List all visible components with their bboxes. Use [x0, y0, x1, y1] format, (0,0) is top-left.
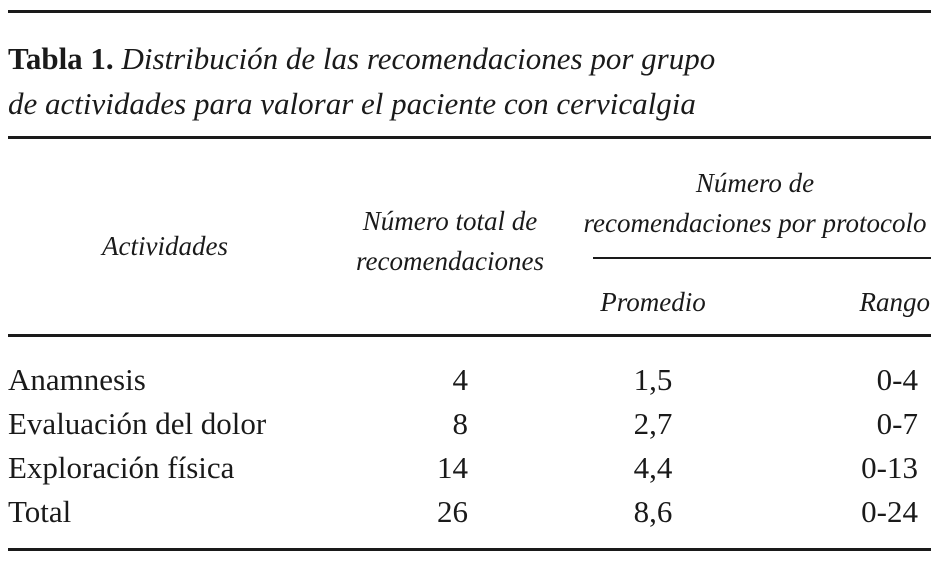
cell-activity: Total [8, 494, 72, 529]
cell-activity: Anamnesis [8, 362, 146, 397]
table-title-line1: Distribución de las recomendaciones por grupo [121, 41, 716, 76]
top-rule [8, 10, 931, 13]
cell-total: 8 [452, 406, 468, 441]
table-row [8, 446, 931, 490]
cell-promedio: 1,5 [633, 362, 673, 397]
column-header-activities: Actividades [102, 231, 228, 261]
cell-total: 26 [437, 494, 468, 529]
cell-activity: Exploración física [8, 450, 235, 485]
cell-rango: 0-24 [861, 494, 918, 529]
column-header-total-line2: recomendaciones [356, 246, 544, 276]
cell-promedio: 4,4 [633, 450, 673, 485]
table-row [8, 402, 931, 446]
column-group-header-line2: recomendaciones por protocolo [583, 208, 927, 238]
cell-activity: Evaluación del dolor [8, 406, 267, 441]
cell-rango: 0-13 [861, 450, 918, 485]
cell-promedio: 8,6 [633, 494, 673, 529]
table-row-total [8, 490, 931, 534]
cell-promedio: 2,7 [633, 406, 673, 441]
column-group-header [580, 163, 930, 243]
header-bottom-rule [8, 334, 931, 337]
column-group-header-line1: Número de [695, 168, 815, 198]
table-caption [8, 36, 923, 126]
column-header-rango: Rango [859, 287, 930, 317]
table-label: Tabla 1. [8, 41, 114, 76]
bottom-rule [8, 548, 931, 551]
table-title-line2: de actividades para valorar el paciente con cervicalgia [8, 86, 696, 121]
table-body [8, 358, 931, 534]
cell-total: 4 [452, 362, 468, 397]
cell-total: 14 [437, 450, 468, 485]
cell-rango: 0-4 [876, 362, 918, 397]
caption-rule [8, 136, 931, 139]
column-header-promedio: Promedio [600, 287, 706, 317]
cell-rango: 0-7 [876, 406, 918, 441]
table-row [8, 358, 931, 402]
group-header-rule [593, 257, 931, 259]
column-header-total [340, 201, 560, 281]
column-header-total-line1: Número total de [362, 206, 538, 236]
